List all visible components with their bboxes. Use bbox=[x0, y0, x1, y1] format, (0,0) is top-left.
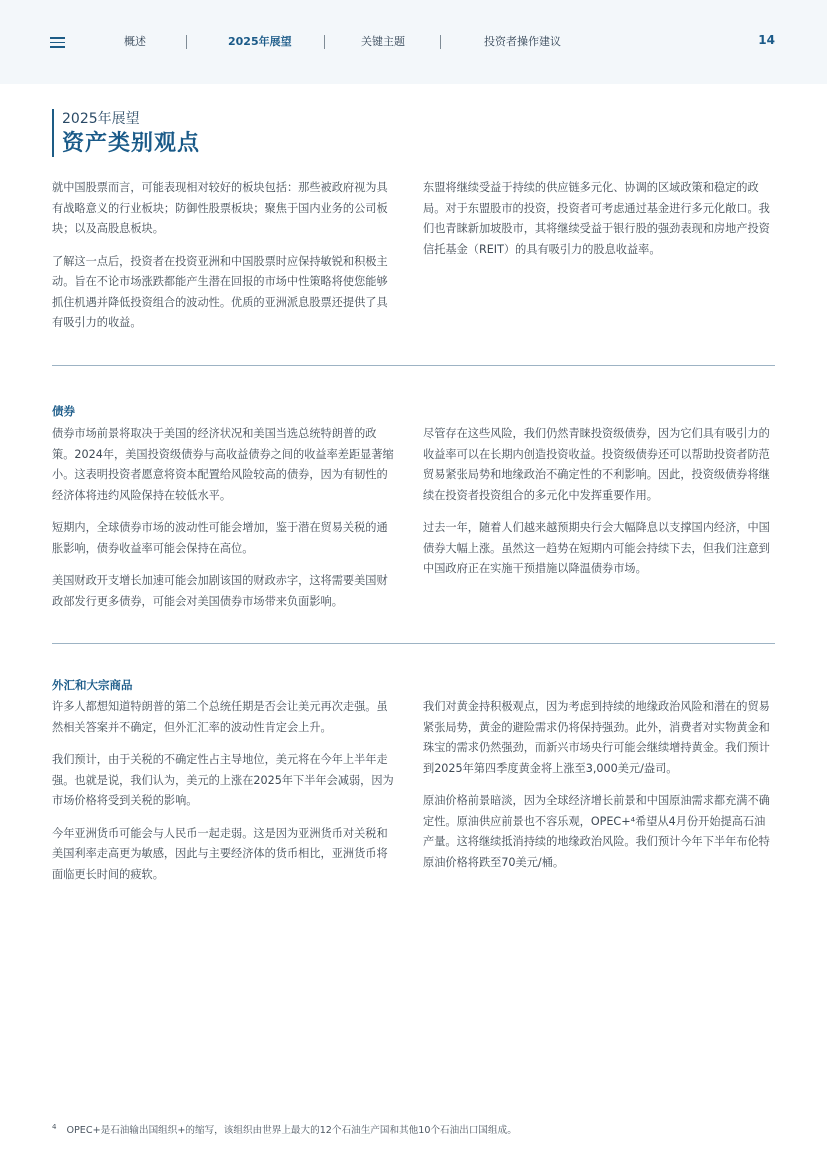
section-divider bbox=[52, 365, 775, 366]
page-title: 资产类别观点 bbox=[62, 131, 201, 156]
nav-divider bbox=[186, 35, 187, 49]
bonds-left-column bbox=[52, 424, 397, 624]
intro-left-column bbox=[52, 178, 397, 346]
fx-left-column bbox=[52, 697, 397, 897]
footnote-text: OPEC+是石油输出国组织+的缩写，该组织由世界上最大的12个石油生产国和其他10个石油出口国组成。 bbox=[66, 1125, 517, 1136]
nav-divider bbox=[440, 35, 441, 49]
section-divider bbox=[52, 643, 775, 644]
nav-overview[interactable]: 概述 bbox=[124, 35, 146, 48]
fx-right-column bbox=[423, 697, 775, 885]
nav-divider bbox=[324, 35, 325, 49]
paragraph: 今年亚洲货币可能会与人民币一起走弱。这是因为亚洲货币对关税和美国利率走高更为敏感，因此与主要经济体的货币相比，亚洲货币将面临更长时间的疲软。 bbox=[52, 826, 388, 881]
paragraph: 过去一年，随着人们越来越预期央行会大幅降息以支撑国内经济，中国债券大幅上涨。虽然这一趋势在短期内可能会持续下去，但我们注意到中国政府正在实施干预措施以降温债券市场。 bbox=[423, 521, 770, 575]
footnote-mark: 4 bbox=[52, 1122, 57, 1131]
paragraph: 短期内，全球债券市场的波动性可能会增加，鉴于潜在贸易关税的通胀影响，债券收益率可能会保持在高位。 bbox=[52, 521, 388, 555]
menu-icon[interactable] bbox=[50, 37, 65, 48]
title-accent-bar bbox=[52, 109, 54, 157]
bonds-right-column bbox=[423, 424, 775, 592]
paragraph: 我们预计，由于关税的不确定性占主导地位，美元将在今年上半年走强。也就是说，我们认为，美元的上涨在2025年下半年会减弱，因为市场价格将受到关税的影响。 bbox=[52, 753, 394, 807]
paragraph: 美国财政开支增长加速可能会加剧该国的财政赤字，这将需要美国财政部发行更多债券，可能会对美国债券市场带来负面影响。 bbox=[52, 574, 388, 608]
paragraph: 原油价格前景暗淡，因为全球经济增长前景和中国原油需求都充满不确定性。原油供应前景也不容乐观，OPEC+⁴希望从4月份开始提高石油产量。这将继续抵消持续的地缘政治风险。我们预计今年下半年布伦特原油价格将跌至70美元/桶。 bbox=[423, 794, 770, 869]
nav-key-themes[interactable]: 关键主题 bbox=[361, 35, 405, 48]
section-subtitle: 2025年展望 bbox=[62, 111, 140, 127]
nav-investor-actions[interactable]: 投资者操作建议 bbox=[484, 35, 561, 48]
paragraph: 许多人都想知道特朗普的第二个总统任期是否会让美元再次走强。虽然相关答案并不确定，但外汇汇率的波动性肯定会上升。 bbox=[52, 700, 388, 734]
paragraph: 我们对黄金持积极观点，因为考虑到持续的地缘政治风险和潜在的贸易紧张局势，黄金的避险需求仍将保持强劲。此外，消费者对实物黄金和珠宝的需求仍然强劲，而新兴市场央行可能会继续增持黄金。我们预计到2025年第四季度黄金将上涨至3,000美元/盎司。 bbox=[423, 700, 770, 775]
paragraph: 债券市场前景将取决于美国的经济状况和美国当选总统特朗普的政策。2024年，美国投资级债券与高收益债券之间的收益率差距显著缩小。这表明投资者愿意将资本配置给风险较高的债券，因为有韧性的经济体将违约风险保持在较低水平。 bbox=[52, 427, 394, 502]
nav-2025-outlook[interactable]: 2025年展望 bbox=[228, 35, 292, 48]
paragraph: 尽管存在这些风险，我们仍然青睐投资级债券，因为它们具有吸引力的收益率可以在长期内创造投资收益。投资级债券还可以帮助投资者防范贸易紧张局势和地缘政治不确定性的不利影响。因此，投资级债券将继续在投资者投资组合的多元化中发挥重要作用。 bbox=[423, 427, 770, 502]
bonds-heading: 债券 bbox=[52, 404, 75, 418]
paragraph: 了解这一点后，投资者在投资亚洲和中国股票时应保持敏锐和积极主动。旨在不论市场涨跌都能产生潜在回报的市场中性策略将使您能够抓住机遇并降低投资组合的波动性。优质的亚洲派息股票还提供了具有吸引力的收益。 bbox=[52, 254, 388, 329]
paragraph: 就中国股票而言，可能表现相对较好的板块包括：那些被政府视为具有战略意义的行业板块；防御性股票板块；聚焦于国内业务的公司板块；以及高股息板块。 bbox=[52, 181, 388, 235]
footnote bbox=[52, 1122, 517, 1136]
paragraph: 东盟将继续受益于持续的供应链多元化、协调的区域政策和稳定的政局。对于东盟股市的投资，投资者可考虑通过基金进行多元化敞口。我们也青睐新加坡股市，其将继续受益于银行股的强劲表现和房地产投资信托基金（REIT）的具有吸引力的股息收益率。 bbox=[423, 181, 770, 256]
top-navigation-bar bbox=[0, 0, 827, 84]
intro-right-column bbox=[423, 178, 775, 272]
page-number: 14 bbox=[758, 33, 775, 47]
fx-commodities-heading: 外汇和大宗商品 bbox=[52, 678, 133, 692]
